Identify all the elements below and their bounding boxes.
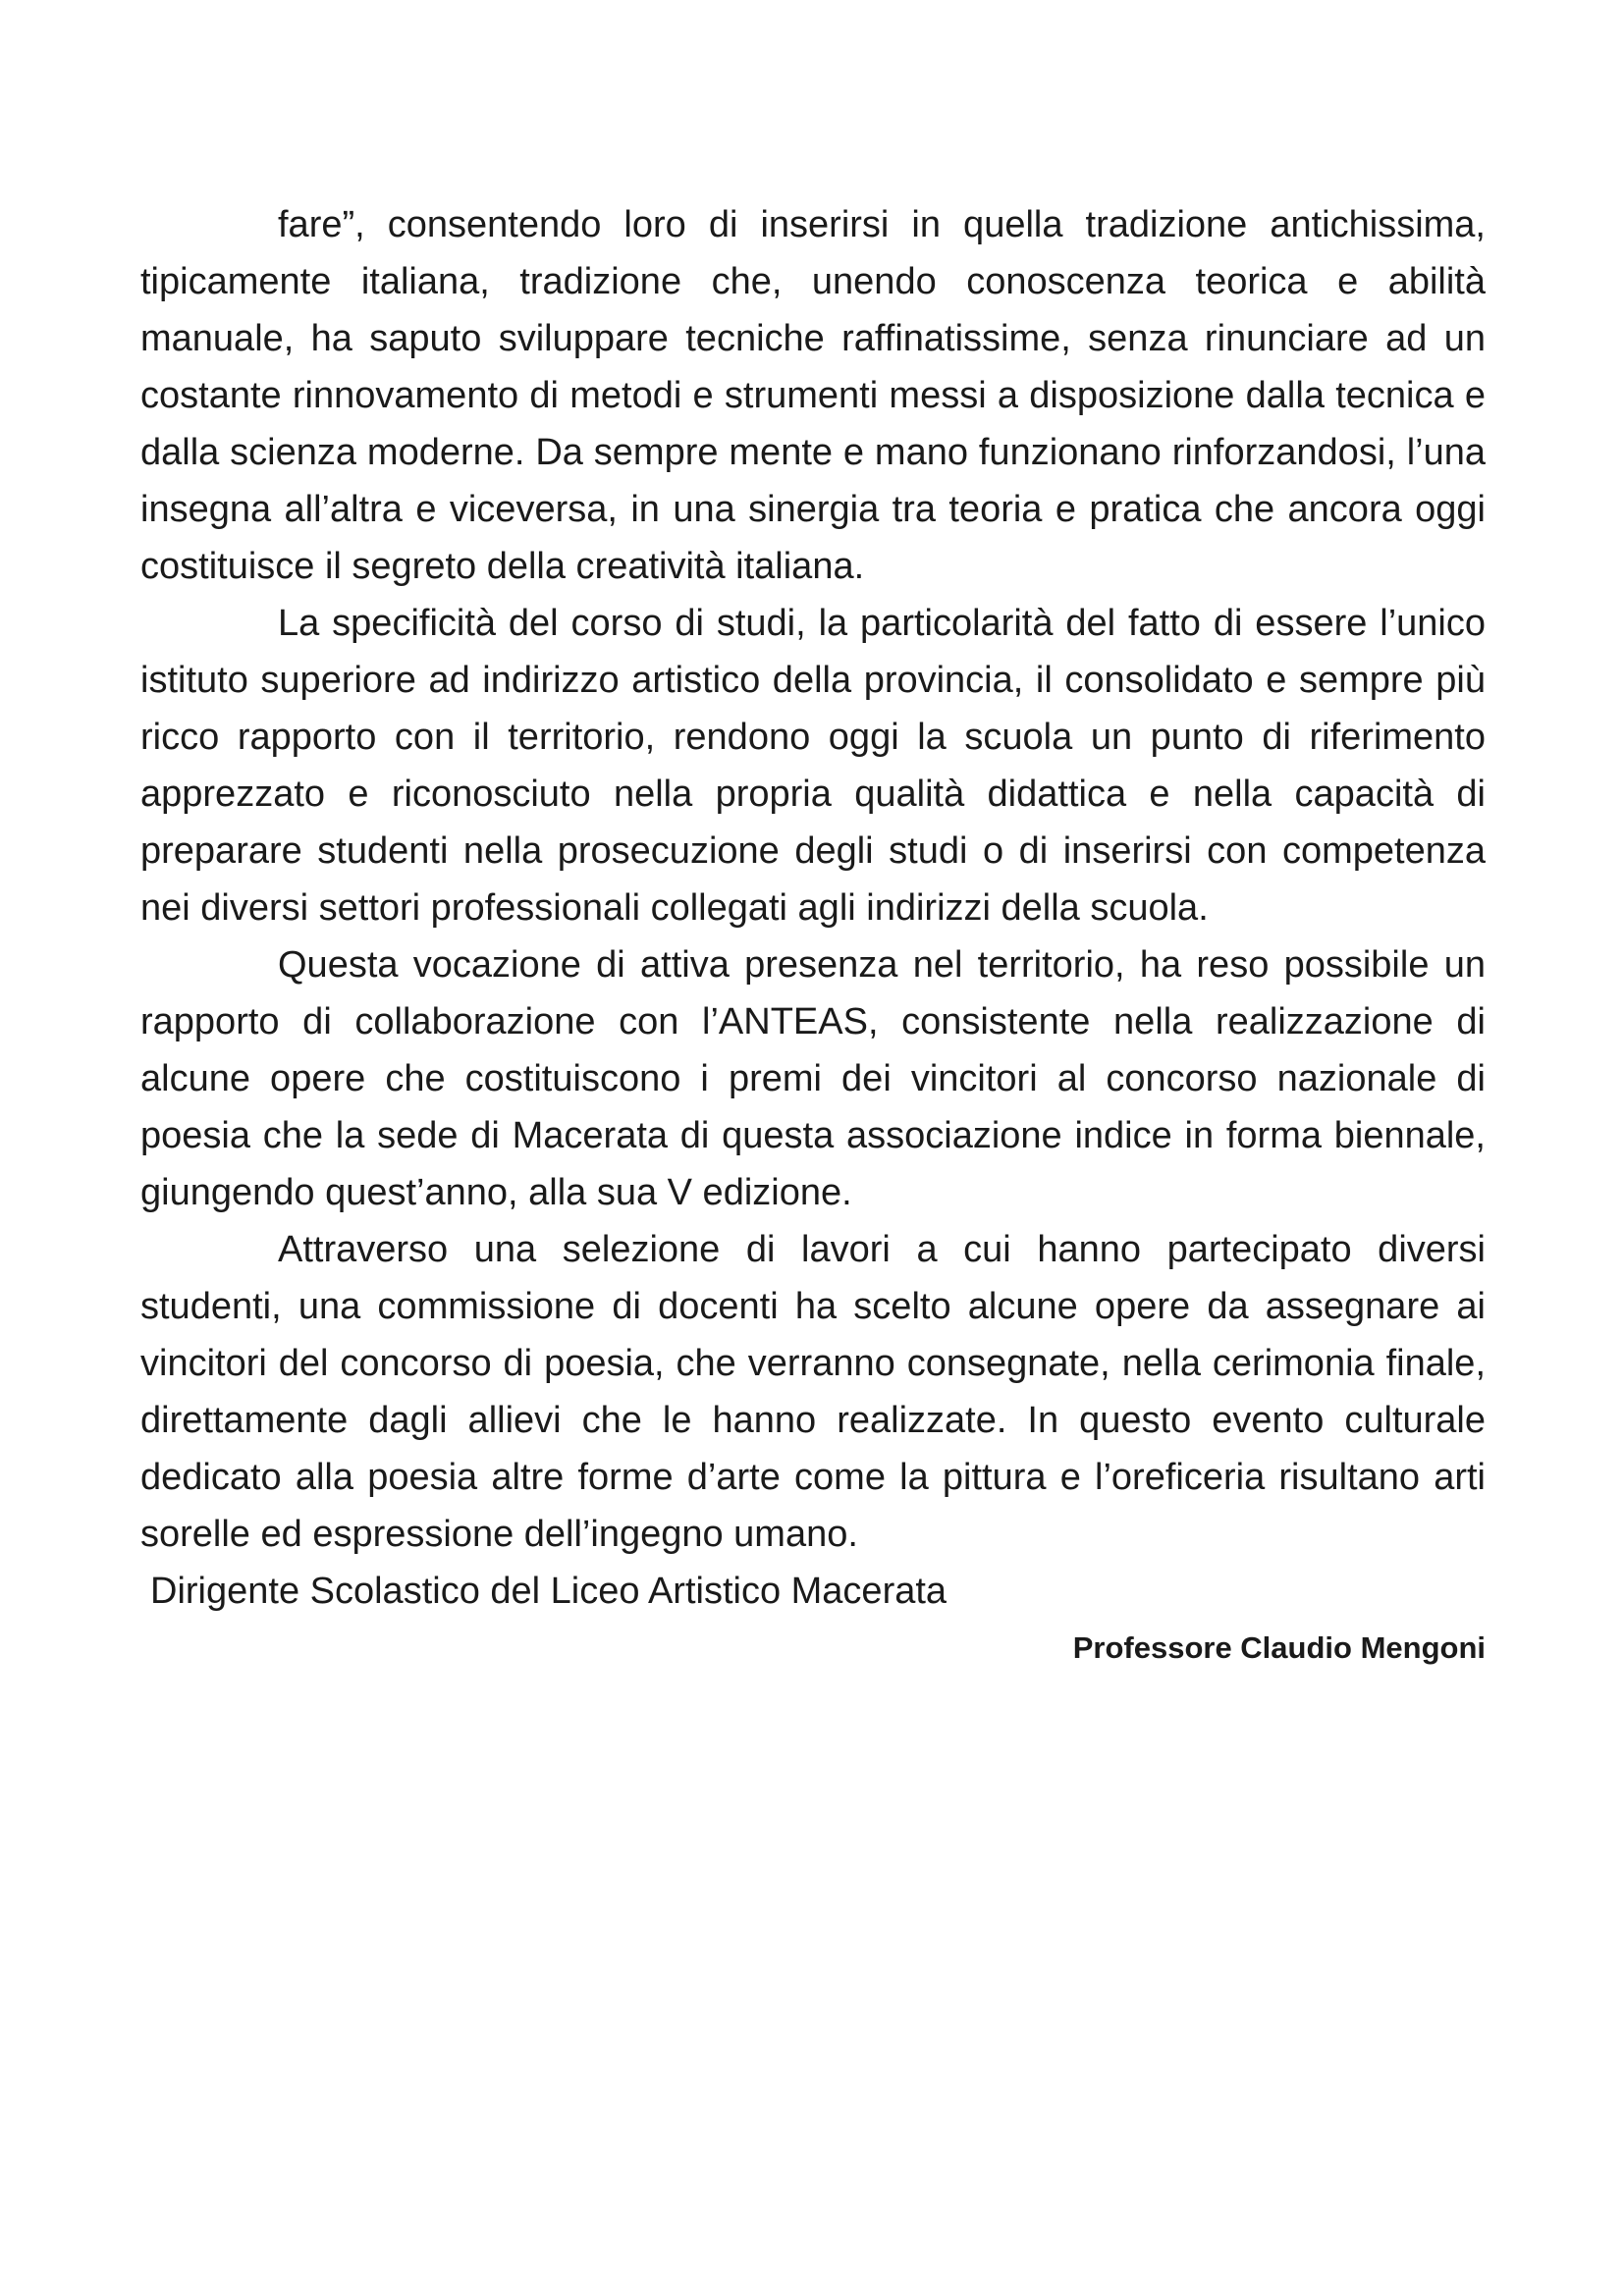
paragraph-4: Attraverso una selezione di lavori a cui hanno partecipato diversi studenti, una commissione di docenti ha scelto alcune opere da assegnare ai vincitori del concorso di poesia, che verranno consegnate, nella cerimonia finale, direttamente dagli allievi che le hanno realizzate. In questo evento culturale dedicato alla poesia altre forme d’arte come la pittura e l’oreficeria risultano arti sorelle ed espressione dell’ingegno umano. (140, 1229, 1486, 1555)
paragraph-2: La specificità del corso di studi, la particolarità del fatto di essere l’unico istituto superiore ad indirizzo artistico della provincia, il consolidato e sempre più ricco rapporto con il territorio, rendono oggi la scuola un punto di riferimento apprezzato e riconosciuto nella propria qualità didattica e nella capacità di preparare studenti nella prosecuzione degli studi o di inserirsi con competenza nei diversi settori professionali collegati agli indirizzi della scuola. (140, 603, 1486, 929)
body-text (140, 196, 1486, 1677)
signature-role: Dirigente Scolastico del Liceo Artistico Macerata (150, 1571, 947, 1612)
paragraph-1: fare”, consentendo loro di inserirsi in quella tradizione antichissima, tipicamente italiana, tradizione che, unendo conoscenza teorica e abilità manuale, ha saputo sviluppare tecniche raffinatissime, senza rinunciare ad un costante rinnovamento di metodi e strumenti messi a disposizione dalla tecnica e dalla scienza moderne. Da sempre mente e mano funzionano rinforzandosi, l’una insegna all’altra e viceversa, in una sinergia tra teoria e pratica che ancora oggi costituisce il segreto della creatività italiana. (140, 204, 1486, 587)
paragraph-3: Questa vocazione di attiva presenza nel territorio, ha reso possibile un rapporto di collaborazione con l’ANTEAS, consistente nella realizzazione di alcune opere che costituiscono i premi dei vincitori al concorso nazionale di poesia che la sede di Macerata di questa associazione indice in forma biennale, giungendo quest’anno, alla sua V edizione. (140, 944, 1486, 1213)
signature-name: Professore Claudio Mengoni (1072, 1630, 1486, 1665)
